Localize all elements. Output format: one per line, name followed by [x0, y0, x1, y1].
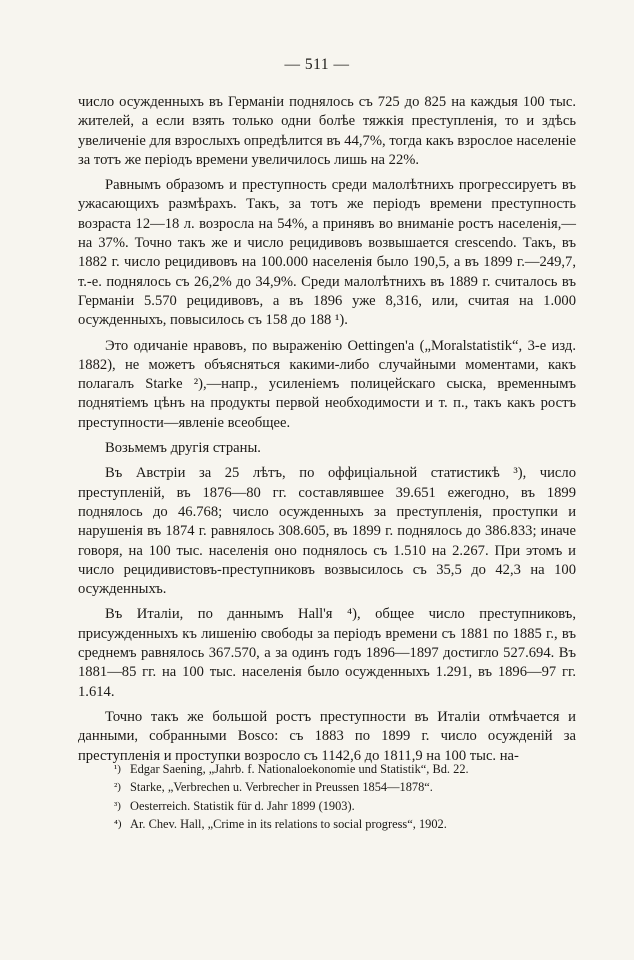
paragraph-4: Возьмемъ другія страны.	[105, 440, 261, 457]
paragraph-5: Въ Австріи за 25 лѣтъ, по оффиціальной статистикѣ ³), число преступленій, въ 1876—80 гг. составлявшее 39.651 ежегодно, въ 1899 поднялось до 46.768; число осужденныхъ за преступленія, проступки и нарушенія въ 1874 г. равнялось 308.605, въ 1899 г. поднялось до 386.833; иначе говоря, на 100 тыс. населенія оно поднялось съ 1.510 на 2.267. При этомъ и число рецидивистовъ-преступниковъ возвысилось съ 35,5 до 42,3 на 100 осужденныхъ.	[78, 465, 576, 598]
footnote-4	[114, 815, 584, 833]
footnote-marker: ⁴)	[114, 818, 122, 831]
footnote-text: Edgar Saening, „Jahrb. f. Nationaloekonomie und Statistik“, Bd. 22.	[130, 762, 469, 776]
paragraph-7: Точно такъ же большой ростъ преступности въ Италіи отмѣчается и данными, собранными Bosco: съ 1883 по 1899 г. число осужденій за преступленія и проступки возросло съ 1142,6 до 1811,9 на 100 тыс. на-	[78, 708, 576, 764]
paragraph-1: число осужденныхъ въ Германіи поднялось съ 725 до 825 на каждыя 100 тыс. жителей, а если взять только одни болѣе тяжкія преступленія, то и здѣсь увеличеніе для взрослыхъ опредѣлится въ 44,7%, тогда какъ взрослое населеніе за тотъ же періодъ времени увеличилось лишь на 22%.	[78, 94, 576, 168]
footnotes	[114, 760, 584, 834]
footnote-2	[114, 778, 584, 796]
footnote-text: Ar. Chev. Hall, „Crime in its relations to social progress“, 1902.	[130, 817, 447, 832]
paragraph-3: Это одичаніе нравовъ, по выраженію Oettingen'а („Moralstatistik“, 3-е изд. 1882), не можетъ объясняться какими-либо случайными моментами, какъ полагалъ Starke ²),—напр., усиленіемъ полицейскаго сыска, временнымъ поднятіемъ цѣнъ на продукты первой необходимости и т. п., такъ какъ ростъ преступности—явленіе всеобщее.	[78, 337, 576, 431]
paragraph-2: Равнымъ образомъ и преступность среди малолѣтнихъ прогрессируетъ въ ужасающихъ размѣрахъ. Такъ, за тотъ же періодъ времени преступность возраста 12—18 л. возросла на 54%, а принявъ во вниманіе ростъ населенія,—на 37%. Точно такъ же и число рецидивовъ возвышается crescendo. Такъ, въ 1882 г. число рецидивовъ на 100.000 населенія было 190,5, а въ 1899 г.—249,7, т.-е. поднялось съ 26,2% до 34,9%. Среди малолѣтнихъ въ 1889 г. считалось въ Германіи 5.570 рецидивовъ, а въ 1896 уже 8,316, или, считая на 1.000 осужденныхъ, повысилось съ 158 до 188 ¹).	[78, 177, 576, 329]
footnote-3	[114, 797, 584, 815]
page-number: — 511 —	[284, 56, 350, 73]
main-text	[78, 93, 576, 772]
footnote-1	[114, 760, 584, 778]
footnote-marker: ¹)	[114, 763, 121, 775]
footnote-marker: ³)	[114, 799, 121, 812]
paragraph-6: Въ Италіи, по даннымъ Hall'я ⁴), общее число преступниковъ, присужденныхъ къ лишенію свободы за періодъ времени съ 1881 по 1885 г., въ среднемъ равнялось 367.570, а за одинъ годъ 1896—1897 достигло 527.694. Въ 1881—85 гг. на 100 тыс. населенія было осужденныхъ 1.291, въ 1896—97 гг. 1.614.	[78, 606, 576, 700]
footnote-text: Oesterreich. Statistik für d. Jahr 1899 (1903).	[130, 798, 355, 813]
footnote-divider	[78, 750, 576, 751]
footnote-text: Starke, „Verbrechen u. Verbrecher in Preussen 1854—1878“.	[130, 780, 433, 795]
footnote-marker: ²)	[114, 781, 121, 794]
